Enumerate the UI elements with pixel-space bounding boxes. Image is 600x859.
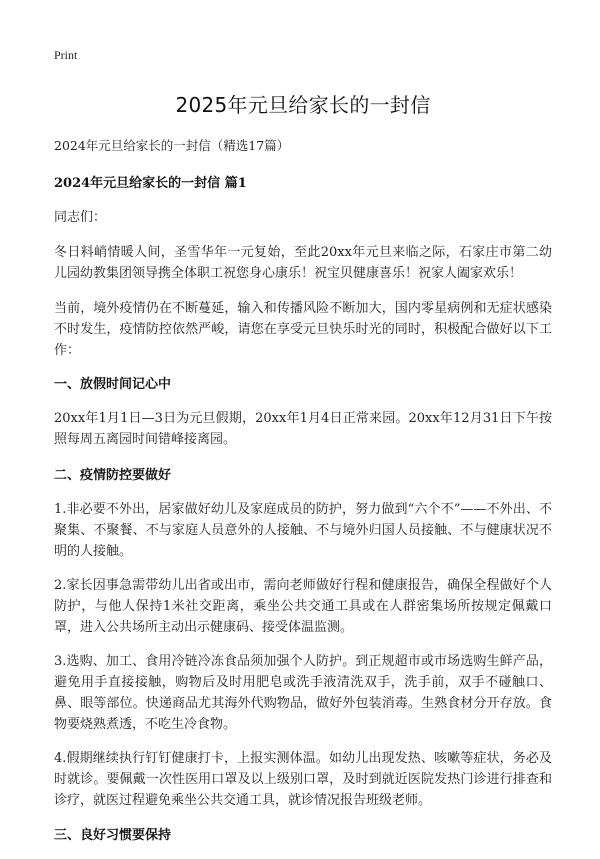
part-heading: 2024年元旦给家长的一封信 篇1 bbox=[54, 176, 247, 191]
list-item: 1.非必要不外出，居家做好幼儿及家庭成员的防护，努力做到“六个不”——不外出、不聚集、不聚餐、不与家庭人员意外的人接触、不与境外归国人员接触、不与健康状况不明的人接触。 bbox=[54, 502, 552, 559]
greeting: 同志们： bbox=[54, 210, 107, 225]
list-item: 3.选购、加工、食用冷链冷冻食品须加强个人防护。到正规超市或市场选购生鲜产品，避免用手直接接触，购物后及时用肥皂或洗手液清洗双手，洗手前，双手不碰触口、鼻、眼等部位。快递商品尤其海外代购物品，做好外包装消毒。生熟食材分开存放。食物要烧熟煮透，不吃生冷食物。 bbox=[54, 654, 552, 732]
list-item: 2.家长因事急需带幼儿出省或出市，需向老师做好行程和健康报告，确保全程做好个人防护，与他人保持1米社交距离，乘坐公共交通工具或在人群密集场所按规定佩戴口罩，进入公共场所主动出示健康码、接受体温监测。 bbox=[54, 578, 552, 635]
paragraph-context: 当前，境外疫情仍在不断蔓延，输入和传播风险不断加大，国内零星病例和无症状感染不时发生，疫情防控依然严峻，请您在享受元旦快乐时光的同时，积极配合做好以下工作： bbox=[54, 301, 552, 358]
print-link[interactable]: Print bbox=[54, 48, 78, 62]
page-title: 2025年元旦给家长的一封信 bbox=[175, 93, 431, 117]
section-heading-prevention: 二、疫情防控要做好 bbox=[54, 468, 172, 483]
list-item: 4.假期继续执行钉钉健康打卡，上报实测体温。如幼儿出现发热、咳嗽等症状，务必及时就诊。要佩戴一次性医用口罩及以上级别口罩，及时到就近医院发热门诊进行排查和诊疗，就医过程避免乘坐公共交通工具，就诊情况报告班级老师。 bbox=[54, 751, 552, 808]
paragraph-intro: 冬日料峭情暖人间，圣雪华年一元复始，至此20xx年元旦来临之际，石家庄市第二幼儿园幼教集团领导携全体职工祝您身心康乐！祝宝贝健康喜乐！祝家人阖家欢乐！ bbox=[54, 245, 552, 281]
section-heading-habits: 三、良好习惯要保持 bbox=[54, 828, 172, 843]
document-page bbox=[54, 44, 552, 859]
section-body-holiday: 20xx年1月1日—3日为元旦假期，20xx年1月4日正常来园。20xx年12月31日下午按照每周五离园时间错峰接离园。 bbox=[54, 411, 552, 447]
section-heading-holiday: 一、放假时间记心中 bbox=[54, 377, 172, 392]
article-subtitle: 2024年元旦给家长的一封信（精选17篇） bbox=[54, 138, 290, 153]
